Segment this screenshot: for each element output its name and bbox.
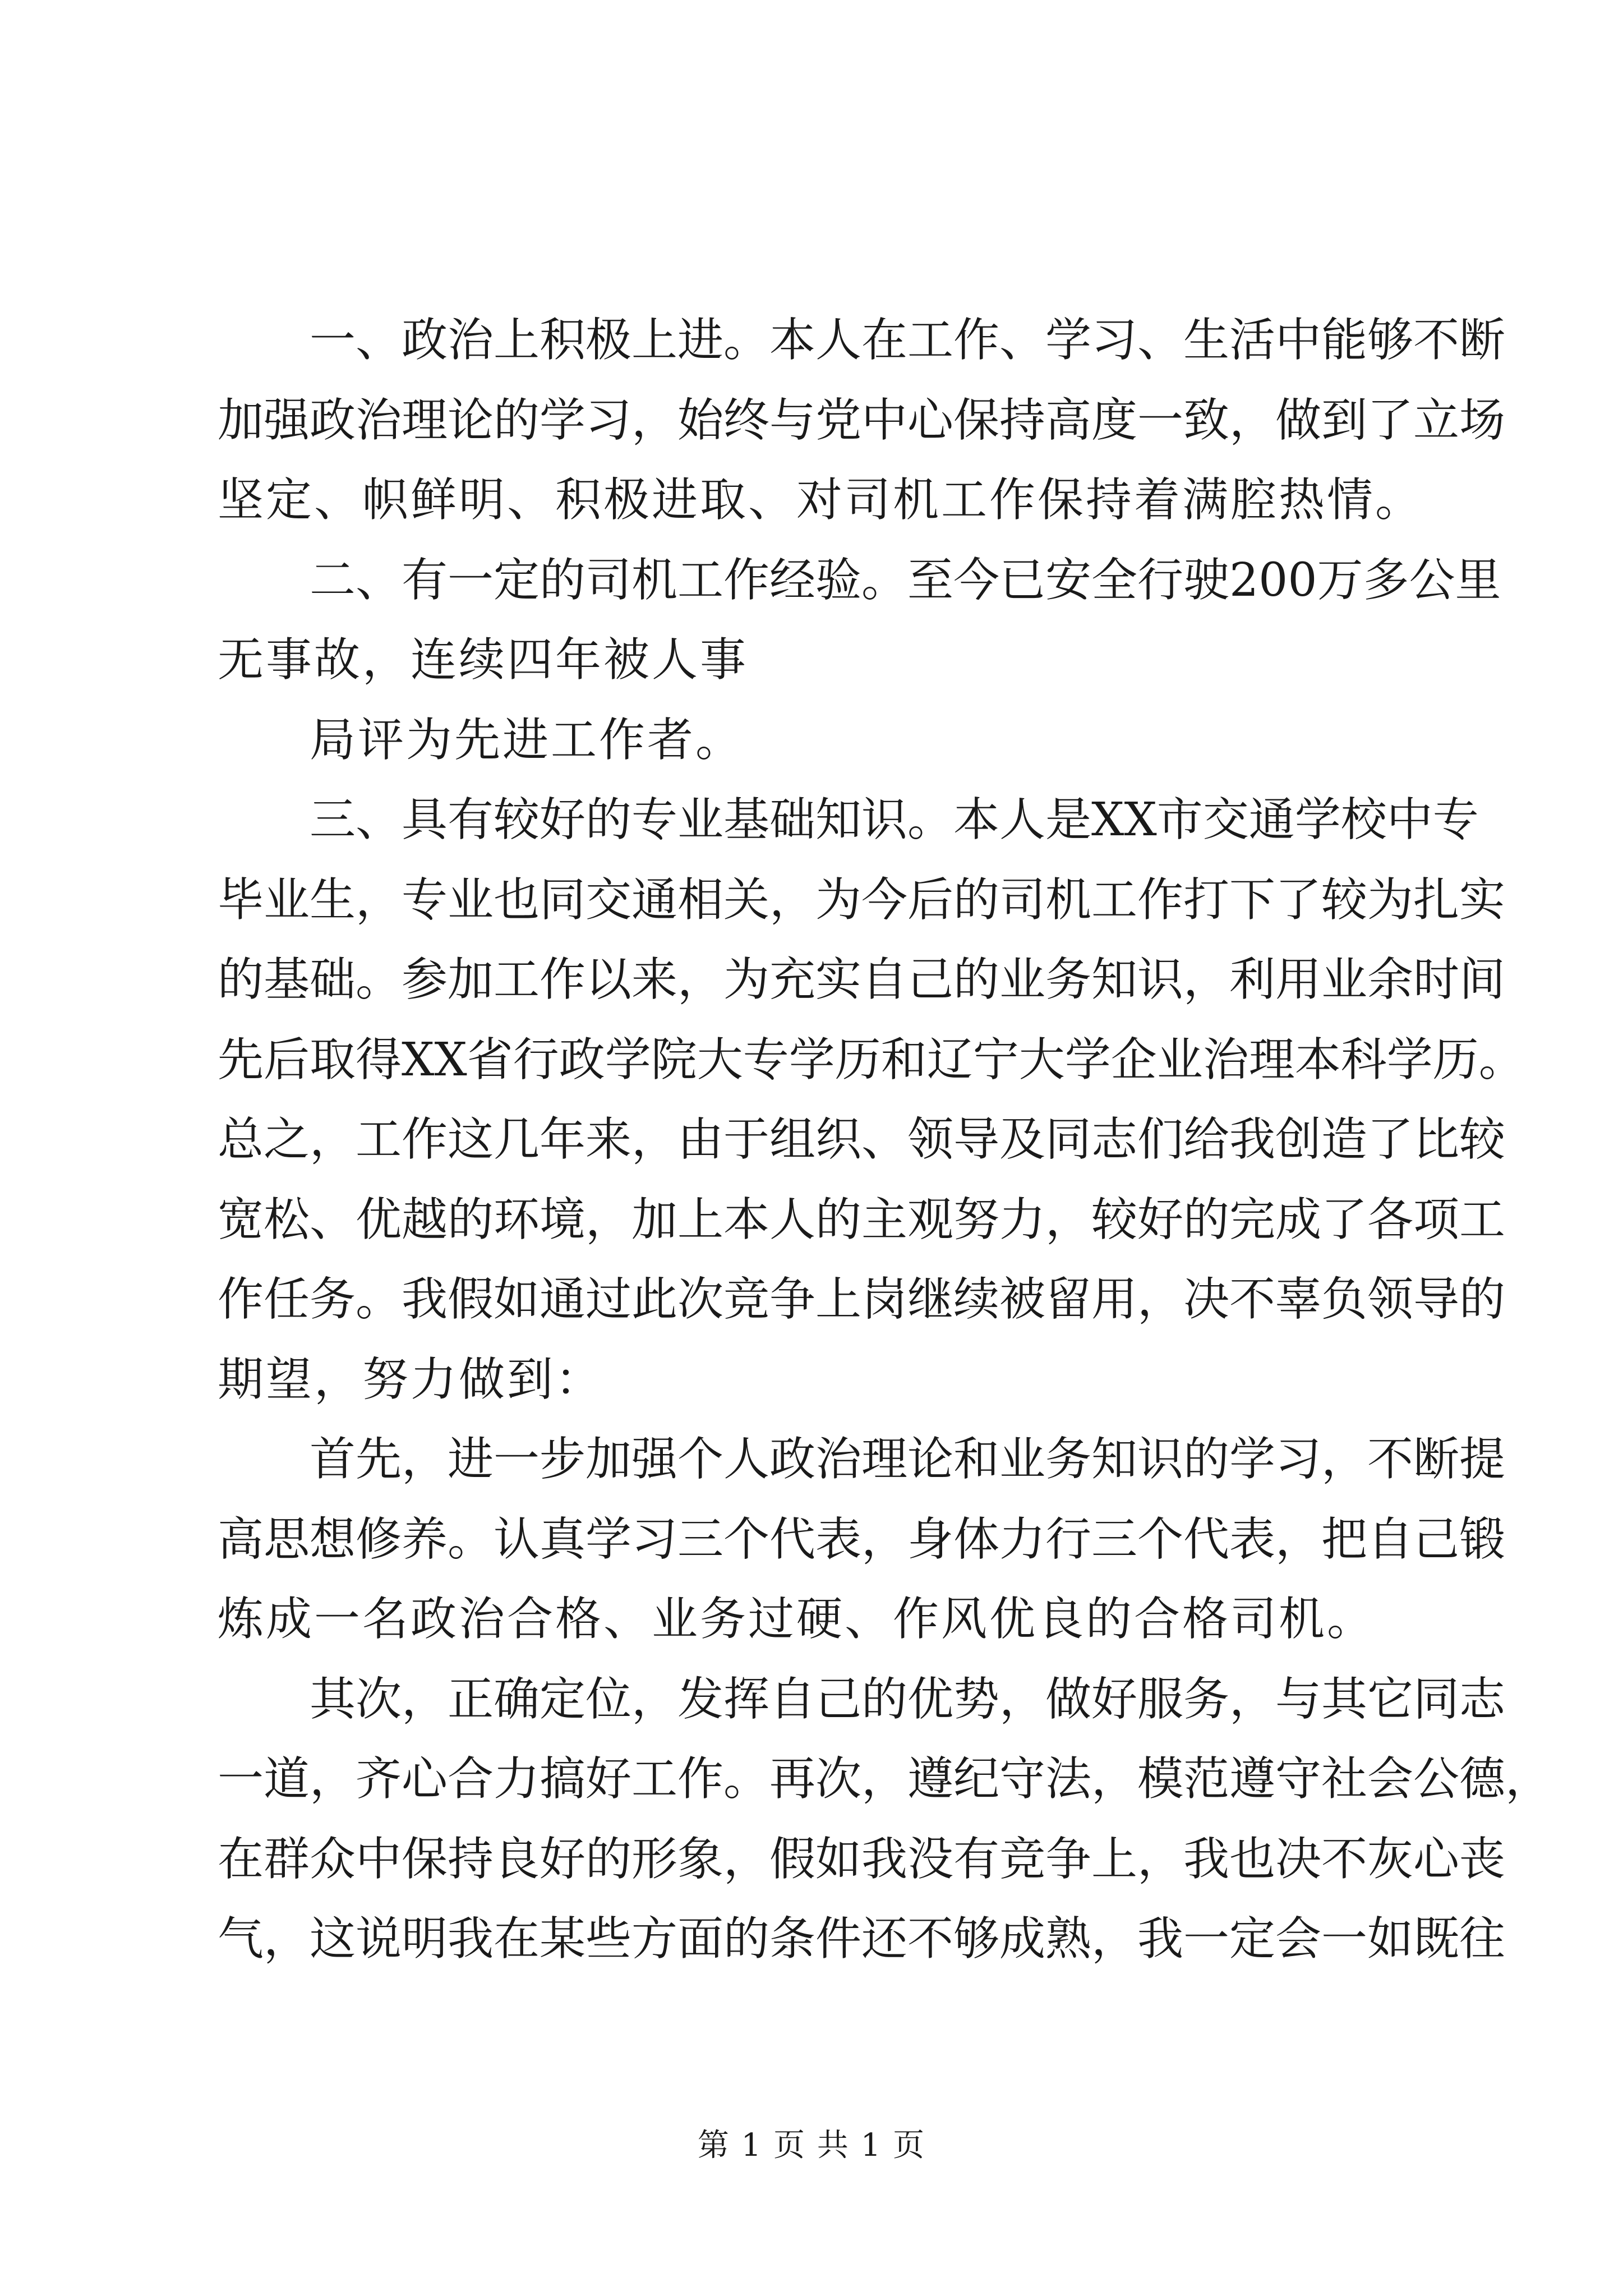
text-line: 其次，正确定位，发挥自己的优势，做好服务，与其它同志 — [310, 1672, 1506, 1726]
text-line: 先后取得XX省行政学院大专学历和辽宁大学企业治理本科学历。 — [218, 1033, 1525, 1087]
text-line: 的基础。参加工作以来，为充实自己的业务知识，利用业余时间 — [218, 953, 1506, 1006]
text-line: 二、有一定的司机工作经验。至今已安全行驶200万多公里 — [310, 553, 1501, 607]
text-line: 一、政治上积极上进。本人在工作、学习、生活中能够不断 — [310, 314, 1506, 367]
text-line: 炼成一名政治合格、业务过硬、作风优良的合格司机。 — [218, 1593, 1376, 1646]
text-line: 高思想修养。认真学习三个代表，身体力行三个代表，把自己锻 — [218, 1512, 1506, 1566]
text-line: 三、具有较好的专业基础知识。本人是XX市交通学校中专 — [310, 793, 1479, 846]
text-line: 一道，齐心合力搞好工作。再次，遵纪守法，模范遵守社会公德， — [218, 1752, 1552, 1806]
text-line: 总之，工作这几年来，由于组织、领导及同志们给我创造了比较 — [218, 1113, 1506, 1166]
text-line: 无事故，连续四年被人事 — [218, 633, 749, 687]
text-line: 宽松、优越的环境，加上本人的主观努力，较好的完成了各项工 — [218, 1193, 1506, 1246]
document-body — [218, 301, 1552, 1980]
text-line: 在群众中保持良好的形象，假如我没有竞争上，我也决不灰心丧 — [218, 1832, 1506, 1886]
text-line: 局评为先进工作者。 — [310, 713, 744, 767]
text-line: 首先，进一步加强个人政治理论和业务知识的学习，不断提 — [310, 1433, 1506, 1486]
text-line: 气，这说明我在某些方面的条件还不够成熟，我一定会一如既往 — [218, 1912, 1506, 1966]
text-line: 期望，努力做到： — [218, 1352, 604, 1406]
text-line: 加强政治理论的学习，始终与党中心保持高度一致，做到了立场 — [218, 393, 1506, 447]
text-line: 毕业生，专业也同交通相关，为今后的司机工作打下了较为扎实 — [218, 873, 1506, 927]
text-line: 坚定、帜鲜明、积极进取、对司机工作保持着满腔热情。 — [218, 473, 1424, 527]
text-line: 作任务。我假如通过此次竞争上岗继续被留用，决不辜负领导的 — [218, 1273, 1506, 1326]
page-footer: 第 1 页 共 1 页 — [697, 2127, 926, 2164]
